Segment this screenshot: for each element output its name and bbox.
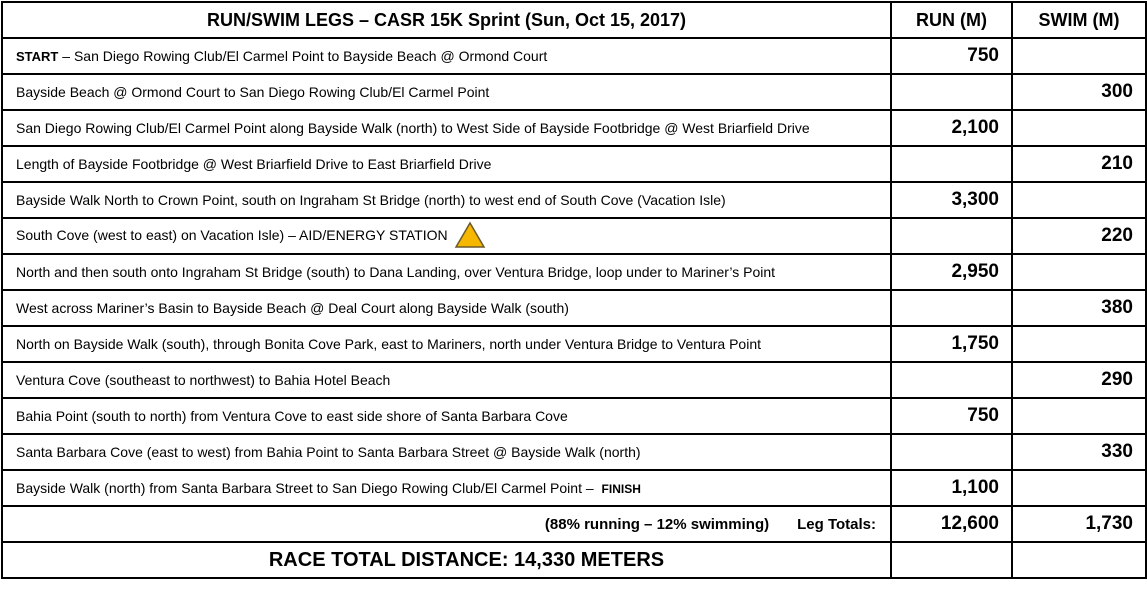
leg-description (2, 434, 891, 470)
leg-description (2, 326, 891, 362)
leg-description-text: Length of Bayside Footbridge @ West Briarfield Drive to East Briarfield Drive (16, 156, 492, 172)
leg-description (2, 74, 891, 110)
run-distance (891, 434, 1012, 470)
race-total-run-empty (891, 542, 1012, 578)
leg-row (2, 434, 1146, 470)
leg-description (2, 182, 891, 218)
swim-distance (1012, 38, 1146, 74)
leg-description (2, 218, 891, 254)
leg-totals-label: Leg Totals: (797, 515, 876, 533)
leg-row (2, 470, 1146, 506)
leg-description-text: Bayside Walk North to Crown Point, south on Ingraham St Bridge (north) to west end of South Cove (Vacation Isle) (16, 192, 726, 208)
run-distance (891, 290, 1012, 326)
leg-description (2, 146, 891, 182)
leg-description-text: Ventura Cove (southeast to northwest) to Bahia Hotel Beach (16, 372, 391, 388)
leg-row (2, 362, 1146, 398)
swim-distance (1012, 470, 1146, 506)
leg-description-text: North and then south onto Ingraham St Bridge (south) to Dana Landing, over Ventura Bridge, loop under to Mariner’s Point (16, 264, 776, 280)
run-column-header: RUN (M) (891, 2, 1012, 38)
swim-distance (1012, 254, 1146, 290)
run-total: 12,600 (891, 506, 1012, 542)
run-distance: 3,300 (891, 182, 1012, 218)
swim-distance: 300 (1012, 74, 1146, 110)
run-distance: 1,750 (891, 326, 1012, 362)
leg-description (2, 254, 891, 290)
totals-label-cell (2, 506, 891, 542)
start-label: START (16, 49, 59, 64)
race-legs-table (1, 1, 1147, 579)
leg-row (2, 290, 1146, 326)
run-distance: 2,950 (891, 254, 1012, 290)
leg-row (2, 110, 1146, 146)
leg-description (2, 290, 891, 326)
race-total-distance: RACE TOTAL DISTANCE: 14,330 METERS (2, 542, 891, 578)
swim-distance: 210 (1012, 146, 1146, 182)
warning-triangle-icon (454, 221, 486, 252)
race-total-swim-empty (1012, 542, 1146, 578)
leg-description (2, 470, 891, 506)
leg-description-text: Bayside Beach @ Ormond Court to San Diego Rowing Club/El Carmel Point (16, 84, 490, 100)
leg-row (2, 74, 1146, 110)
swim-distance (1012, 110, 1146, 146)
leg-row (2, 218, 1146, 254)
swim-distance (1012, 398, 1146, 434)
run-distance (891, 146, 1012, 182)
run-distance (891, 74, 1012, 110)
leg-row (2, 146, 1146, 182)
leg-description-text: San Diego Rowing Club/El Carmel Point along Bayside Walk (north) to West Side of Bayside Footbridge @ West Briarfield Drive (16, 120, 810, 136)
header-row (2, 2, 1146, 38)
swim-total: 1,730 (1012, 506, 1146, 542)
leg-row (2, 254, 1146, 290)
totals-row (2, 506, 1146, 542)
leg-description-text: – San Diego Rowing Club/El Carmel Point to Bayside Beach @ Ormond Court (58, 48, 548, 64)
run-distance (891, 218, 1012, 254)
swim-distance: 220 (1012, 218, 1146, 254)
leg-description (2, 398, 891, 434)
leg-row (2, 38, 1146, 74)
swim-column-header: SWIM (M) (1012, 2, 1146, 38)
run-distance: 750 (891, 38, 1012, 74)
race-total-row (2, 542, 1146, 578)
leg-description (2, 362, 891, 398)
run-distance: 750 (891, 398, 1012, 434)
swim-distance: 330 (1012, 434, 1146, 470)
leg-description-text: South Cove (west to east) on Vacation Isle) – AID/ENERGY STATION (16, 226, 448, 243)
leg-row (2, 182, 1146, 218)
swim-distance (1012, 182, 1146, 218)
run-distance: 2,100 (891, 110, 1012, 146)
leg-description-text: Santa Barbara Cove (east to west) from Bahia Point to Santa Barbara Street @ Bayside Walk (north) (16, 444, 641, 460)
finish-label: FINISH (601, 482, 641, 496)
leg-description-text: Bahia Point (south to north) from Ventura Cove to east side shore of Santa Barbara Cove (16, 408, 568, 424)
swim-distance: 290 (1012, 362, 1146, 398)
percent-split: (88% running – 12% swimming) (544, 515, 770, 533)
run-distance (891, 362, 1012, 398)
leg-description-text: Bayside Walk (north) from Santa Barbara Street to San Diego Rowing Club/El Carmel Point – (16, 480, 598, 496)
leg-description (2, 110, 891, 146)
leg-row (2, 398, 1146, 434)
leg-row (2, 326, 1146, 362)
leg-description-text: North on Bayside Walk (south), through Bonita Cove Park, east to Mariners, north under Ventura Bridge to Ventura Point (16, 336, 761, 352)
table-title: RUN/SWIM LEGS – CASR 15K Sprint (Sun, Oct 15, 2017) (2, 2, 891, 38)
leg-description (2, 38, 891, 74)
leg-description-text: West across Mariner’s Basin to Bayside Beach @ Deal Court along Bayside Walk (south) (16, 300, 569, 316)
swim-distance (1012, 326, 1146, 362)
swim-distance: 380 (1012, 290, 1146, 326)
run-distance: 1,100 (891, 470, 1012, 506)
